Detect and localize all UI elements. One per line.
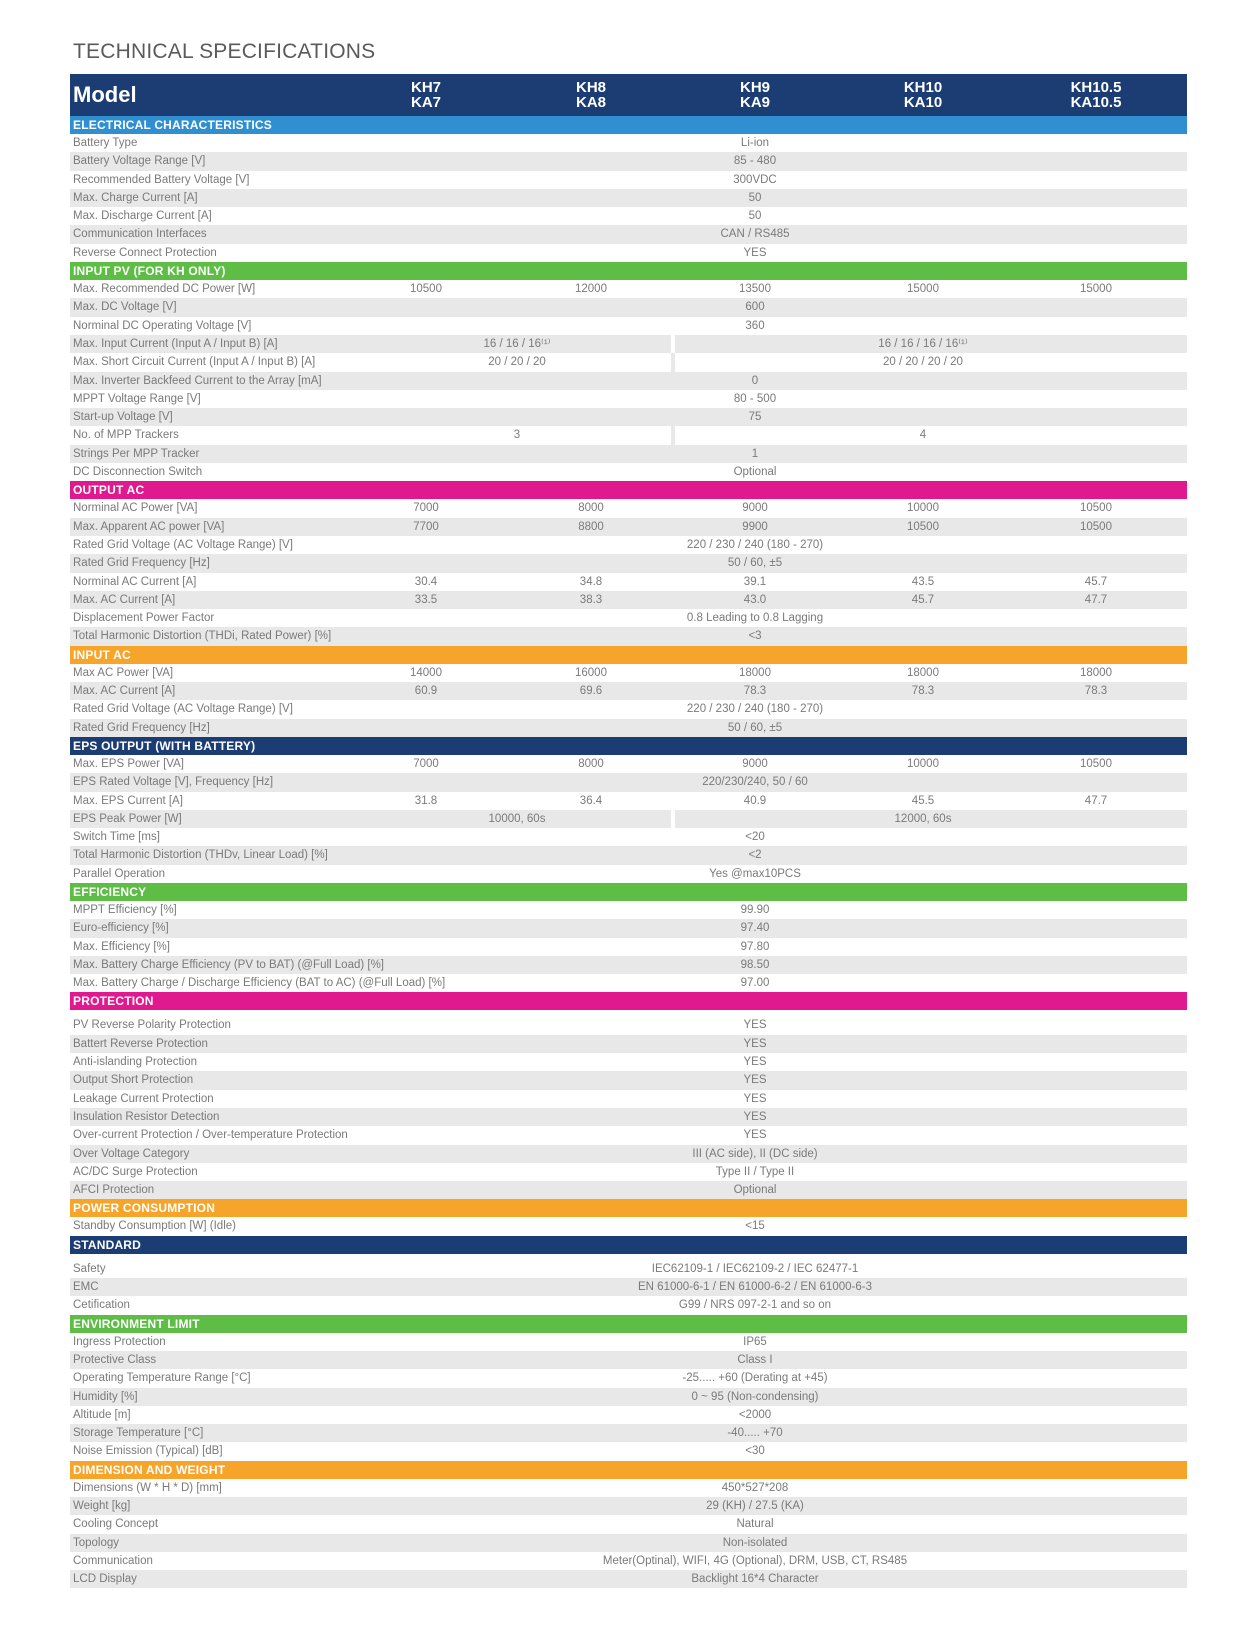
spec-value: 50 bbox=[748, 191, 762, 204]
spec-value: EN 61000-6-1 / EN 61000-6-2 / EN 61000-6-3 bbox=[638, 1281, 872, 1294]
spec-value: 97.40 bbox=[740, 922, 770, 935]
spec-label: Max. Charge Current [A] bbox=[73, 191, 198, 204]
model-header-row bbox=[70, 74, 1187, 116]
spec-row bbox=[70, 426, 1187, 444]
spec-value: 0 bbox=[751, 374, 759, 387]
spec-value: 40.9 bbox=[743, 794, 767, 807]
model-name: KA8 bbox=[575, 94, 606, 111]
spec-row bbox=[70, 755, 1187, 773]
section-header: INPUT PV (FOR KH ONLY) bbox=[70, 262, 1187, 280]
model-column-header bbox=[366, 80, 486, 110]
spec-label: Norminal AC Current [A] bbox=[73, 575, 197, 588]
spec-label: Communication Interfaces bbox=[73, 228, 207, 241]
model-header-label: Model bbox=[73, 82, 137, 107]
spec-label: Recommended Battery Voltage [V] bbox=[73, 173, 250, 186]
spec-value: 39.1 bbox=[743, 575, 767, 588]
spec-label: Over Voltage Category bbox=[73, 1147, 190, 1160]
page-title: TECHNICAL SPECIFICATIONS bbox=[73, 40, 376, 63]
model-column-header bbox=[531, 80, 651, 110]
spec-value: 10500 bbox=[410, 283, 442, 296]
spec-label: Max. Apparent AC power [VA] bbox=[73, 520, 225, 533]
spec-value: 10000, 60s bbox=[488, 812, 546, 825]
spec-value: Yes @max10PCS bbox=[709, 867, 801, 880]
spec-row bbox=[70, 189, 1187, 207]
spec-label: Norminal AC Power [VA] bbox=[73, 502, 198, 515]
model-column-header bbox=[863, 80, 983, 110]
spec-label: Max. Discharge Current [A] bbox=[73, 210, 212, 223]
spec-value: 15000 bbox=[907, 283, 939, 296]
model-column-header bbox=[1036, 80, 1156, 110]
spec-value: 36.4 bbox=[579, 794, 603, 807]
spec-label: Total Harmonic Distortion (THDi, Rated Power) [%] bbox=[73, 630, 332, 643]
spec-value: YES bbox=[743, 1074, 767, 1087]
spec-row bbox=[70, 573, 1187, 591]
spec-row bbox=[70, 919, 1187, 937]
spec-value: 0 ~ 95 (Non-condensing) bbox=[691, 1390, 819, 1403]
spec-value: 10500 bbox=[1080, 502, 1112, 515]
spec-value: 4 bbox=[919, 429, 927, 442]
spec-value: 69.6 bbox=[579, 685, 603, 698]
spec-row bbox=[70, 810, 1187, 828]
section-header: ENVIRONMENT LIMIT bbox=[70, 1315, 1187, 1333]
section-header: POWER CONSUMPTION bbox=[70, 1199, 1187, 1217]
spec-label: Noise Emission (Typical) [dB] bbox=[73, 1445, 223, 1458]
spec-value: 78.3 bbox=[911, 685, 935, 698]
spec-row bbox=[70, 1217, 1187, 1235]
spec-value: IP65 bbox=[743, 1335, 767, 1348]
spec-label: Storage Temperature [°C] bbox=[73, 1427, 204, 1440]
spec-label: Rated Grid Frequency [Hz] bbox=[73, 721, 210, 734]
spec-row bbox=[70, 1424, 1187, 1442]
spec-label: MPPT Efficiency [%] bbox=[73, 903, 177, 916]
spec-row bbox=[70, 463, 1187, 481]
spec-value: <2 bbox=[748, 849, 762, 862]
spec-row bbox=[70, 372, 1187, 390]
spec-label: Max. Battery Charge / Discharge Efficiency (BAT to AC) (@Full Load) [%] bbox=[73, 977, 446, 990]
spec-value: 99.90 bbox=[740, 903, 770, 916]
spec-value: 8000 bbox=[578, 757, 604, 770]
section-header: INPUT AC bbox=[70, 646, 1187, 664]
spec-value: YES bbox=[743, 1110, 767, 1123]
spec-row bbox=[70, 225, 1187, 243]
spec-row bbox=[70, 536, 1187, 554]
section-header: STANDARD bbox=[70, 1236, 1187, 1254]
spec-label: Weight [kg] bbox=[73, 1500, 131, 1512]
section-header: DIMENSION AND WEIGHT bbox=[70, 1461, 1187, 1479]
model-name: KH7 bbox=[410, 79, 441, 96]
spec-label: Norminal DC Operating Voltage [V] bbox=[73, 319, 252, 332]
spec-label: Reverse Connect Protection bbox=[73, 246, 217, 259]
spec-row bbox=[70, 280, 1187, 298]
spec-label: EPS Peak Power [W] bbox=[73, 812, 182, 825]
spec-value: 14000 bbox=[410, 666, 442, 679]
spec-value: 10500 bbox=[907, 520, 939, 533]
spec-row bbox=[70, 1016, 1187, 1034]
spec-sections bbox=[70, 116, 1187, 1588]
spec-row bbox=[70, 1442, 1187, 1460]
spec-value: Li-ion bbox=[740, 137, 770, 149]
spec-value: 80 - 500 bbox=[733, 392, 777, 405]
spec-label: AC/DC Surge Protection bbox=[73, 1165, 198, 1178]
spec-row bbox=[70, 1534, 1187, 1552]
spec-value: CAN / RS485 bbox=[720, 228, 790, 241]
spec-value: 45.5 bbox=[911, 794, 935, 807]
spec-value: YES bbox=[743, 1019, 767, 1032]
spec-row bbox=[70, 317, 1187, 335]
spec-row bbox=[70, 682, 1187, 700]
spec-row bbox=[70, 152, 1187, 170]
spec-label: PV Reverse Polarity Protection bbox=[73, 1019, 231, 1032]
spec-label: Rated Grid Voltage (AC Voltage Range) [V] bbox=[73, 538, 293, 551]
spec-value: 43.0 bbox=[743, 593, 767, 606]
spec-label: Max. Efficiency [%] bbox=[73, 940, 170, 953]
spec-row bbox=[70, 1126, 1187, 1144]
spec-label: Max. Input Current (Input A / Input B) [A] bbox=[73, 337, 278, 350]
spec-row bbox=[70, 1406, 1187, 1424]
spec-label: No. of MPP Trackers bbox=[73, 429, 179, 442]
spec-row bbox=[70, 956, 1187, 974]
spec-label: Max AC Power [VA] bbox=[73, 666, 174, 679]
spec-label: Max. AC Current [A] bbox=[73, 593, 176, 606]
spec-row bbox=[70, 1053, 1187, 1071]
model-name: KH9 bbox=[739, 79, 770, 96]
spec-label: Max. Recommended DC Power [W] bbox=[73, 283, 256, 296]
spec-value: 10500 bbox=[1080, 757, 1112, 770]
spec-value: 47.7 bbox=[1084, 794, 1108, 807]
spec-value: YES bbox=[743, 1037, 767, 1050]
model-name: KA9 bbox=[739, 94, 770, 111]
spec-label: Max. EPS Power [VA] bbox=[73, 757, 184, 770]
spec-label: Cetification bbox=[73, 1299, 130, 1312]
section-header: ELECTRICAL CHARACTERISTICS bbox=[70, 116, 1187, 134]
spec-label: Communication bbox=[73, 1554, 153, 1567]
spec-value: 18000 bbox=[739, 666, 771, 679]
spec-value: 12000 bbox=[575, 283, 607, 296]
spec-value: 31.8 bbox=[414, 794, 438, 807]
spec-value: 16 / 16 / 16 / 16⁽¹⁾ bbox=[878, 337, 968, 350]
spec-value: 18000 bbox=[1080, 666, 1112, 679]
spec-value: 7000 bbox=[413, 757, 439, 770]
spec-label: Euro-efficiency [%] bbox=[73, 922, 169, 935]
spec-value: 50 / 60, ±5 bbox=[727, 557, 783, 570]
spec-row bbox=[70, 1260, 1187, 1278]
spec-value: -40..... +70 bbox=[727, 1427, 783, 1440]
spec-value: 33.5 bbox=[414, 593, 438, 606]
spec-value: III (AC side), II (DC side) bbox=[692, 1147, 818, 1160]
spec-row bbox=[70, 134, 1187, 152]
spec-label: Max. DC Voltage [V] bbox=[73, 301, 177, 314]
spec-label: Anti-islanding Protection bbox=[73, 1056, 198, 1069]
spec-row bbox=[70, 244, 1187, 262]
spec-row bbox=[70, 974, 1187, 992]
spec-label: Start-up Voltage [V] bbox=[73, 411, 173, 424]
spec-label: Over-current Protection / Over-temperature Protection bbox=[73, 1129, 348, 1142]
spec-row bbox=[70, 591, 1187, 609]
spec-row bbox=[70, 1388, 1187, 1406]
spec-row bbox=[70, 207, 1187, 225]
spec-label: DC Disconnection Switch bbox=[73, 466, 203, 479]
spec-value: 85 - 480 bbox=[733, 155, 777, 168]
spec-value: 450*527*208 bbox=[721, 1481, 789, 1494]
spec-row bbox=[70, 1552, 1187, 1570]
spec-value: 15000 bbox=[1080, 283, 1112, 296]
spec-row bbox=[70, 1278, 1187, 1296]
spec-row bbox=[70, 700, 1187, 718]
spec-value: 7700 bbox=[413, 520, 439, 533]
model-column-header bbox=[695, 80, 815, 110]
spec-label: Max. Short Circuit Current (Input A / Input B) [A] bbox=[73, 356, 316, 369]
spec-value: 18000 bbox=[907, 666, 939, 679]
spec-value: 47.7 bbox=[1084, 593, 1108, 606]
spec-row bbox=[70, 901, 1187, 919]
spec-value: 98.50 bbox=[740, 958, 770, 971]
spec-value: 0.8 Leading to 0.8 Lagging bbox=[686, 612, 824, 625]
spec-value: YES bbox=[743, 246, 767, 259]
spec-row bbox=[70, 1108, 1187, 1126]
spec-value: 20 / 20 / 20 / 20 bbox=[883, 356, 963, 369]
spec-value: 16000 bbox=[575, 666, 607, 679]
spec-row bbox=[70, 1479, 1187, 1497]
spec-label: Insulation Resistor Detection bbox=[73, 1110, 220, 1123]
spec-row bbox=[70, 1296, 1187, 1314]
spec-row bbox=[70, 1333, 1187, 1351]
spec-value: 30.4 bbox=[414, 575, 438, 588]
spec-value: 20 / 20 / 20 bbox=[488, 356, 546, 369]
spec-label: EPS Rated Voltage [V], Frequency [Hz] bbox=[73, 776, 274, 789]
spec-row bbox=[70, 828, 1187, 846]
spec-row bbox=[70, 609, 1187, 627]
spec-value: Type II / Type II bbox=[715, 1165, 795, 1178]
spec-row bbox=[70, 938, 1187, 956]
spec-value: 8800 bbox=[578, 520, 604, 533]
spec-label: Standby Consumption [W] (Idle) bbox=[73, 1220, 236, 1233]
spec-row bbox=[70, 664, 1187, 682]
spec-value: Non-isolated bbox=[722, 1536, 788, 1549]
spec-value: Natural bbox=[736, 1518, 774, 1531]
spec-row bbox=[70, 792, 1187, 810]
spec-row bbox=[70, 1145, 1187, 1163]
spec-value: 50 bbox=[748, 210, 762, 223]
spec-row bbox=[70, 518, 1187, 536]
spec-label: Total Harmonic Distortion (THDv, Linear Load) [%] bbox=[73, 849, 328, 862]
spec-row bbox=[70, 335, 1187, 353]
spec-row bbox=[70, 1181, 1187, 1199]
spec-value: 45.7 bbox=[1084, 575, 1108, 588]
spec-row bbox=[70, 353, 1187, 371]
spec-row bbox=[70, 1035, 1187, 1053]
spec-row bbox=[70, 445, 1187, 463]
spec-value: Class I bbox=[737, 1353, 773, 1366]
spec-label: Rated Grid Frequency [Hz] bbox=[73, 557, 210, 570]
section-header: OUTPUT AC bbox=[70, 481, 1187, 499]
spec-value: 97.00 bbox=[740, 977, 770, 990]
spec-row bbox=[70, 846, 1187, 864]
spec-label: Ingress Protection bbox=[73, 1335, 166, 1348]
spec-value: 10000 bbox=[907, 757, 939, 770]
spec-label: Altitude [m] bbox=[73, 1408, 131, 1421]
section-header: PROTECTION bbox=[70, 992, 1187, 1010]
spec-value: 220 / 230 / 240 (180 - 270) bbox=[686, 703, 824, 716]
spec-label: EMC bbox=[73, 1281, 99, 1294]
spec-row bbox=[70, 1369, 1187, 1387]
spec-value: Meter(Optinal), WIFI, 4G (Optional), DRM, USB, CT, RS485 bbox=[602, 1554, 908, 1567]
spec-value: IEC62109-1 / IEC62109-2 / IEC 62477-1 bbox=[651, 1262, 859, 1275]
spec-label: Max. EPS Current [A] bbox=[73, 794, 183, 807]
spec-value: 8000 bbox=[578, 502, 604, 515]
spec-value: -25..... +60 (Derating at +45) bbox=[682, 1372, 828, 1385]
spec-row bbox=[70, 1163, 1187, 1181]
spec-value: 3 bbox=[513, 429, 521, 442]
spec-value: 10000 bbox=[907, 502, 939, 515]
spec-value: G99 / NRS 097-2-1 and so on bbox=[678, 1299, 832, 1312]
spec-value: <2000 bbox=[738, 1408, 772, 1421]
spec-row bbox=[70, 554, 1187, 572]
spec-value: Optional bbox=[733, 466, 777, 479]
spec-row bbox=[70, 1071, 1187, 1089]
model-name: KA10 bbox=[903, 94, 943, 111]
spec-value: Backlight 16*4 Character bbox=[691, 1573, 819, 1586]
spec-value: 12000, 60s bbox=[894, 812, 952, 825]
spec-row bbox=[70, 1515, 1187, 1533]
spec-row bbox=[70, 1570, 1187, 1588]
spec-label: Switch Time [ms] bbox=[73, 831, 160, 844]
section-header: EPS OUTPUT (WITH BATTERY) bbox=[70, 737, 1187, 755]
spec-row bbox=[70, 171, 1187, 189]
spec-value: 43.5 bbox=[911, 575, 935, 588]
spec-label: Output Short Protection bbox=[73, 1074, 194, 1087]
spec-value: YES bbox=[743, 1056, 767, 1069]
spec-value: 220 / 230 / 240 (180 - 270) bbox=[686, 538, 824, 551]
model-name: KH10.5 bbox=[1070, 79, 1122, 96]
model-name: KA7 bbox=[410, 94, 441, 111]
spec-row bbox=[70, 719, 1187, 737]
spec-value: YES bbox=[743, 1129, 767, 1142]
spec-label: Max. Inverter Backfeed Current to the Array [mA] bbox=[73, 374, 322, 387]
spec-label: Safety bbox=[73, 1262, 106, 1275]
spec-label: Cooling Concept bbox=[73, 1518, 159, 1531]
spec-label: Rated Grid Voltage (AC Voltage Range) [V] bbox=[73, 703, 293, 716]
spec-value: 9900 bbox=[742, 520, 768, 533]
model-name: KH10 bbox=[903, 79, 943, 96]
spec-label: Battert Reverse Protection bbox=[73, 1037, 208, 1050]
spec-value: 45.7 bbox=[911, 593, 935, 606]
spec-value: 60.9 bbox=[414, 685, 438, 698]
spec-value: 10500 bbox=[1080, 520, 1112, 533]
spec-row bbox=[70, 390, 1187, 408]
spec-value: <15 bbox=[745, 1220, 765, 1233]
spec-row bbox=[70, 499, 1187, 517]
spec-label: Dimensions (W * H * D) [mm] bbox=[73, 1481, 222, 1494]
spec-value: YES bbox=[743, 1092, 767, 1105]
spec-value: 7000 bbox=[413, 502, 439, 515]
spec-value: <3 bbox=[748, 630, 762, 643]
spec-value: 97.80 bbox=[740, 940, 770, 953]
spec-label: Protective Class bbox=[73, 1353, 157, 1366]
spec-value: 9000 bbox=[742, 502, 768, 515]
spec-value: 75 bbox=[748, 411, 762, 424]
spec-label: LCD Display bbox=[73, 1573, 137, 1586]
spec-row bbox=[70, 773, 1187, 791]
spec-value: 360 bbox=[745, 319, 765, 332]
spec-label: Topology bbox=[73, 1536, 120, 1549]
model-name: KA10.5 bbox=[1070, 94, 1122, 111]
spec-label: Max. AC Current [A] bbox=[73, 685, 176, 698]
spec-value: <20 bbox=[745, 831, 765, 844]
spec-label: AFCI Protection bbox=[73, 1184, 155, 1197]
spec-label: Max. Battery Charge Efficiency (PV to BAT) (@Full Load) [%] bbox=[73, 958, 384, 971]
spec-label: Parallel Operation bbox=[73, 867, 166, 880]
spec-value: 1 bbox=[751, 447, 759, 460]
spec-value: 34.8 bbox=[579, 575, 603, 588]
spec-value: 220/230/240, 50 / 60 bbox=[702, 776, 808, 789]
spec-value: 300VDC bbox=[733, 173, 777, 186]
spec-value: 13500 bbox=[739, 283, 771, 296]
spec-row bbox=[70, 1497, 1187, 1515]
spec-row bbox=[70, 1090, 1187, 1108]
spec-row bbox=[70, 865, 1187, 883]
spec-label: MPPT Voltage Range [V] bbox=[73, 392, 201, 405]
spec-value: 50 / 60, ±5 bbox=[727, 721, 783, 734]
section-header: EFFICIENCY bbox=[70, 883, 1187, 901]
spec-value: 78.3 bbox=[743, 685, 767, 698]
spec-value: 600 bbox=[745, 301, 765, 314]
spec-row bbox=[70, 298, 1187, 316]
spec-label: Operating Temperature Range [°C] bbox=[73, 1372, 251, 1385]
spec-label: Strings Per MPP Tracker bbox=[73, 447, 200, 460]
spec-label: Displacement Power Factor bbox=[73, 612, 215, 625]
spec-label: Battery Type bbox=[73, 137, 138, 149]
spec-value: 16 / 16 / 16⁽¹⁾ bbox=[483, 337, 551, 350]
spec-value: 9000 bbox=[742, 757, 768, 770]
spec-value: 78.3 bbox=[1084, 685, 1108, 698]
spec-table bbox=[70, 74, 1187, 1588]
spec-value: <30 bbox=[745, 1445, 765, 1458]
spec-label: Humidity [%] bbox=[73, 1390, 138, 1403]
spec-value: 29 (KH) / 27.5 (KA) bbox=[706, 1500, 804, 1512]
spec-row bbox=[70, 408, 1187, 426]
spec-value: 38.3 bbox=[579, 593, 603, 606]
spec-value: Optional bbox=[733, 1184, 777, 1197]
model-name: KH8 bbox=[575, 79, 606, 96]
spec-label: Leakage Current Protection bbox=[73, 1092, 214, 1105]
spec-row bbox=[70, 627, 1187, 645]
spec-row bbox=[70, 1351, 1187, 1369]
spec-label: Battery Voltage Range [V] bbox=[73, 155, 206, 168]
